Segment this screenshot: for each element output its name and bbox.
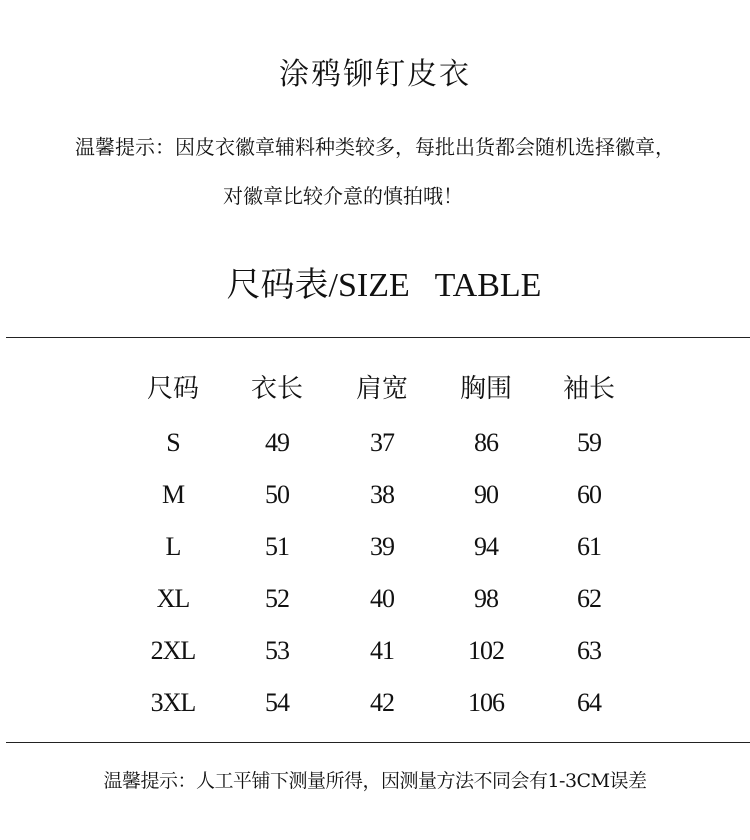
table-cell: 98 — [474, 584, 498, 613]
table-cell: 90 — [474, 480, 498, 509]
table-cell: 86 — [474, 428, 498, 457]
table-cell: 3XL — [150, 688, 196, 717]
column-header-sleeve: 袖长 — [562, 374, 615, 404]
measurement-note: 温馨提示：人工平铺下测量所得，因测量方法不同会有1-3CM误差 — [103, 770, 647, 792]
table-row — [0, 417, 750, 469]
table-cell: 51 — [265, 532, 289, 561]
table-cell: 60 — [577, 480, 601, 509]
table-cell: M — [161, 480, 185, 509]
notice-text-line-2: 对徽章比较介意的慎拍哦！ — [223, 184, 463, 208]
table-cell: 52 — [265, 584, 289, 613]
table-cell: 102 — [468, 636, 504, 665]
table-cell: S — [166, 428, 180, 457]
table-cell: L — [165, 532, 181, 561]
table-cell: 63 — [577, 636, 601, 665]
table-cell: 2XL — [150, 636, 196, 665]
table-row — [0, 469, 750, 521]
size-table — [0, 362, 750, 729]
table-cell: XL — [156, 584, 190, 613]
table-cell: 41 — [370, 636, 394, 665]
column-header-shoulder: 肩宽 — [355, 374, 408, 404]
column-header-length: 衣长 — [250, 374, 303, 404]
table-cell: 61 — [577, 532, 601, 561]
table-cell: 40 — [370, 584, 394, 613]
column-header-chest: 胸围 — [459, 374, 512, 404]
notice-text-line-1: 温馨提示：因皮衣徽章辅料种类较多，每批出货都会随机选择徽章， — [75, 135, 675, 159]
table-cell: 39 — [370, 532, 394, 561]
table-header-row — [0, 362, 750, 417]
table-cell: 94 — [474, 532, 498, 561]
table-cell: 54 — [265, 688, 289, 717]
table-row — [0, 677, 750, 729]
table-top-divider — [6, 337, 750, 338]
table-bottom-divider — [6, 742, 750, 743]
table-row — [0, 625, 750, 677]
table-cell: 62 — [577, 584, 601, 613]
table-cell: 49 — [265, 428, 289, 457]
size-table-title: 尺码表/SIZE TABLE — [226, 267, 542, 304]
table-cell: 53 — [265, 636, 289, 665]
product-title: 涂鸦铆钉皮衣 — [279, 57, 471, 92]
table-cell: 59 — [577, 428, 601, 457]
table-cell: 50 — [265, 480, 289, 509]
table-cell: 37 — [370, 428, 394, 457]
table-cell: 42 — [370, 688, 394, 717]
table-row — [0, 521, 750, 573]
table-cell: 64 — [577, 688, 601, 717]
column-header-size: 尺码 — [146, 374, 199, 404]
table-cell: 38 — [370, 480, 394, 509]
table-row — [0, 573, 750, 625]
table-cell: 106 — [468, 688, 504, 717]
